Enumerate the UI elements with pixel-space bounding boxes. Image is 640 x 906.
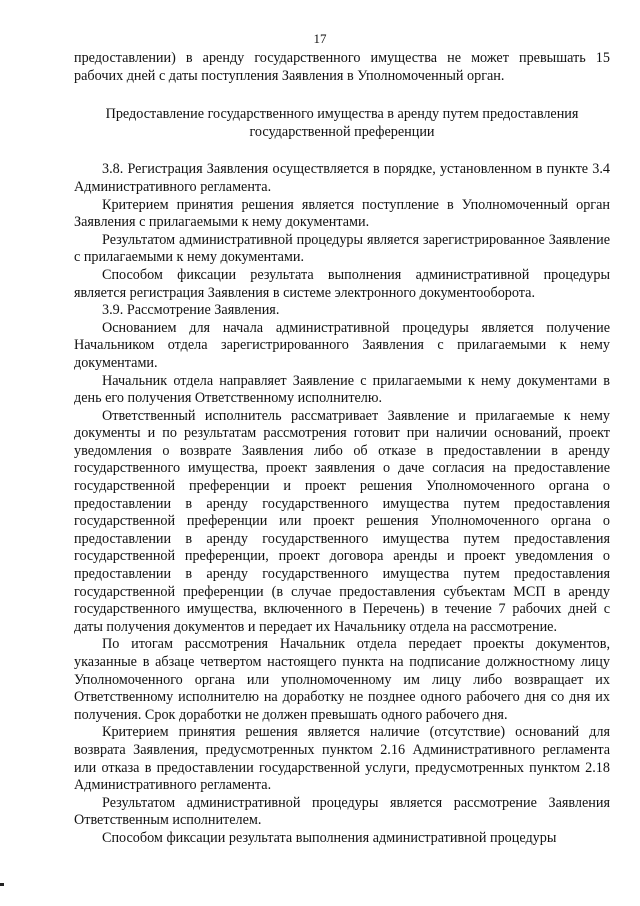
paragraph-criterion-registration: Критерием принятия решения является поступление в Уполномоченный орган Заявления с прилагаемыми к нему документами. (74, 196, 610, 231)
document-body (74, 50, 610, 848)
paragraph-review-results: По итогам рассмотрения Начальник отдела передает проекты документов, указанные в абзаце четвертом настоящего пункта на подписание должностному лицу Уполномоченного органа или уполномоченному им лицу либо возвращает их Ответственному исполнителю на доработку не позднее одного рабочего дня со дня их получения. Срок доработки не должен превышать одного рабочего дня. (74, 636, 610, 723)
paragraph-result-review: Результатом административной процедуры является рассмотрение Заявления Ответственным исполнителем. (74, 794, 610, 829)
paragraph-criterion-review: Критерием принятия решения является наличие (отсутствие) оснований для возврата Заявления, предусмотренных пунктом 2.16 Административного регламента или отказа в предоставлении государственной услуги, предусмотренных пунктом 2.18 Административного регламента. (74, 724, 610, 794)
paragraph-head-forwards: Начальник отдела направляет Заявление с прилагаемыми к нему документами в день его получения Ответственному исполнителю. (74, 372, 610, 407)
paragraph-fixation-review: Способом фиксации результата выполнения административной процедуры (102, 829, 557, 846)
scan-edge-mark (0, 883, 4, 886)
continuation-paragraph: предоставлении) в аренду государственного имущества не может превышать 15 рабочих дней с даты поступления Заявления в Уполномоченный орган. (74, 50, 610, 84)
section-heading: Предоставление государственного имущества в аренду путем предоставления государственной преференции (105, 106, 579, 140)
paragraph-3-8: 3.8. Регистрация Заявления осуществляется в порядке, установленном в пункте 3.4 Административного регламента. (74, 161, 610, 195)
paragraph-result-registration: Результатом административной процедуры является зарегистрированное Заявление с прилагаемыми к нему документами. (74, 231, 610, 266)
paragraph-fixation-registration: Способом фиксации результата выполнения административной процедуры является регистрация Заявления в системе электронного документооборота. (74, 266, 610, 301)
paragraph-3-9: 3.9. Рассмотрение Заявления. (102, 302, 280, 319)
page-number: 17 (313, 31, 327, 46)
paragraph-executor-review: Ответственный исполнитель рассматривает Заявление и прилагаемые к нему документы и по результатам рассмотрения готовит при наличии оснований, проект уведомления о возврате Заявления либо об отказе в предоставлении в аренду государственного имущества, проект заявления о даче согласия на предоставление государственной преференции и проект решения Уполномоченного органа о предоставлении в аренду государственного имущества путем предоставления государственной преференции или проект решения Уполномоченного органа о предоставлении в аренду государственного имущества путем предоставления государственной преференции, проект договора аренды и проект уведомления о предоставлении в аренду государственного имущества путем предоставления государственной преференции (в случае предоставления субъектам МСП в аренду государственного имущества, включенного в Перечень) в течение 7 рабочих дней с даты получения документов и передает их Начальнику отдела на рассмотрение. (74, 407, 610, 635)
paragraph-basis-review: Основанием для начала административной процедуры является получение Начальником отдела зарегистрированного Заявления с прилагаемыми к нему документами. (74, 319, 610, 371)
